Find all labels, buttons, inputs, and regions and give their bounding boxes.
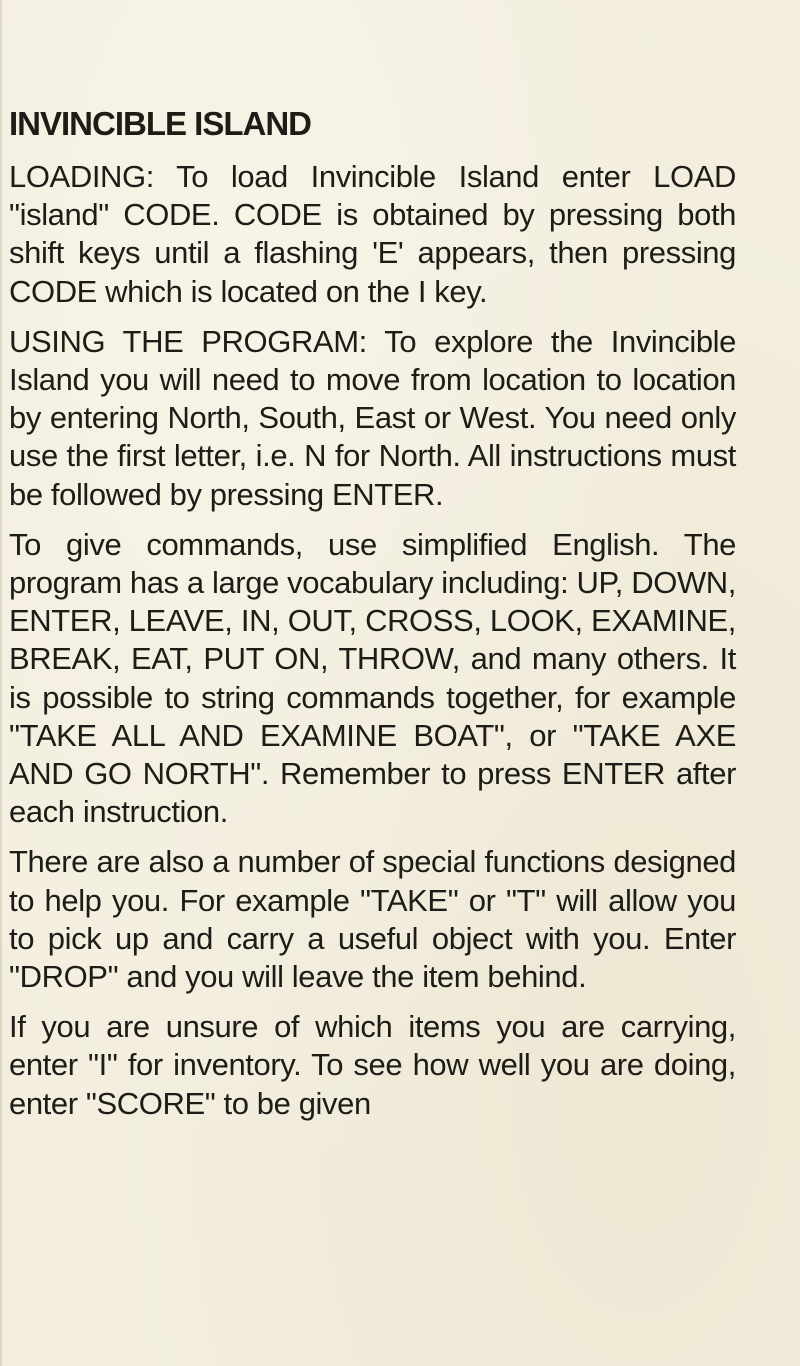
paragraph-special-functions: There are also a number of special functions designed to help you. For example "TAKE" or "T" will allow you to pick up and carry a useful object with you. Enter "DROP" and you will leave the item behind. [9,844,736,995]
paragraph-using-the-program: USING THE PROGRAM: To explore the Invincible Island you will need to move from location to location by entering North, South, East or West. You need only use the first letter, i.e. N for North. All instructions must be followed by pressing ENTER. [9,323,736,512]
paragraph-commands: To give commands, use simplified English. The program has a large vocabulary including: UP, DOWN, ENTER, LEAVE, IN, OUT, CROSS, LOOK, EXAMINE, BREAK, EAT, PUT ON, THROW, and many others. It is possible to string commands together, for example "TAKE ALL AND EXAMINE BOAT", or "TAKE AXE AND GO NORTH". Remember to press ENTER after each instruction. [9,526,736,830]
paragraph-loading: LOADING: To load Invincible Island enter LOAD "island" CODE. CODE is obtained by pressing both shift keys until a flashing 'E' appears, then pressing CODE which is located on the I key. [9,159,736,309]
page-title: INVINCIBLE ISLAND [9,105,312,142]
paragraph-inventory: If you are unsure of which items you are carrying, enter "I" for inventory. To see how well you are doing, enter "SCORE" to be given [9,1009,736,1121]
